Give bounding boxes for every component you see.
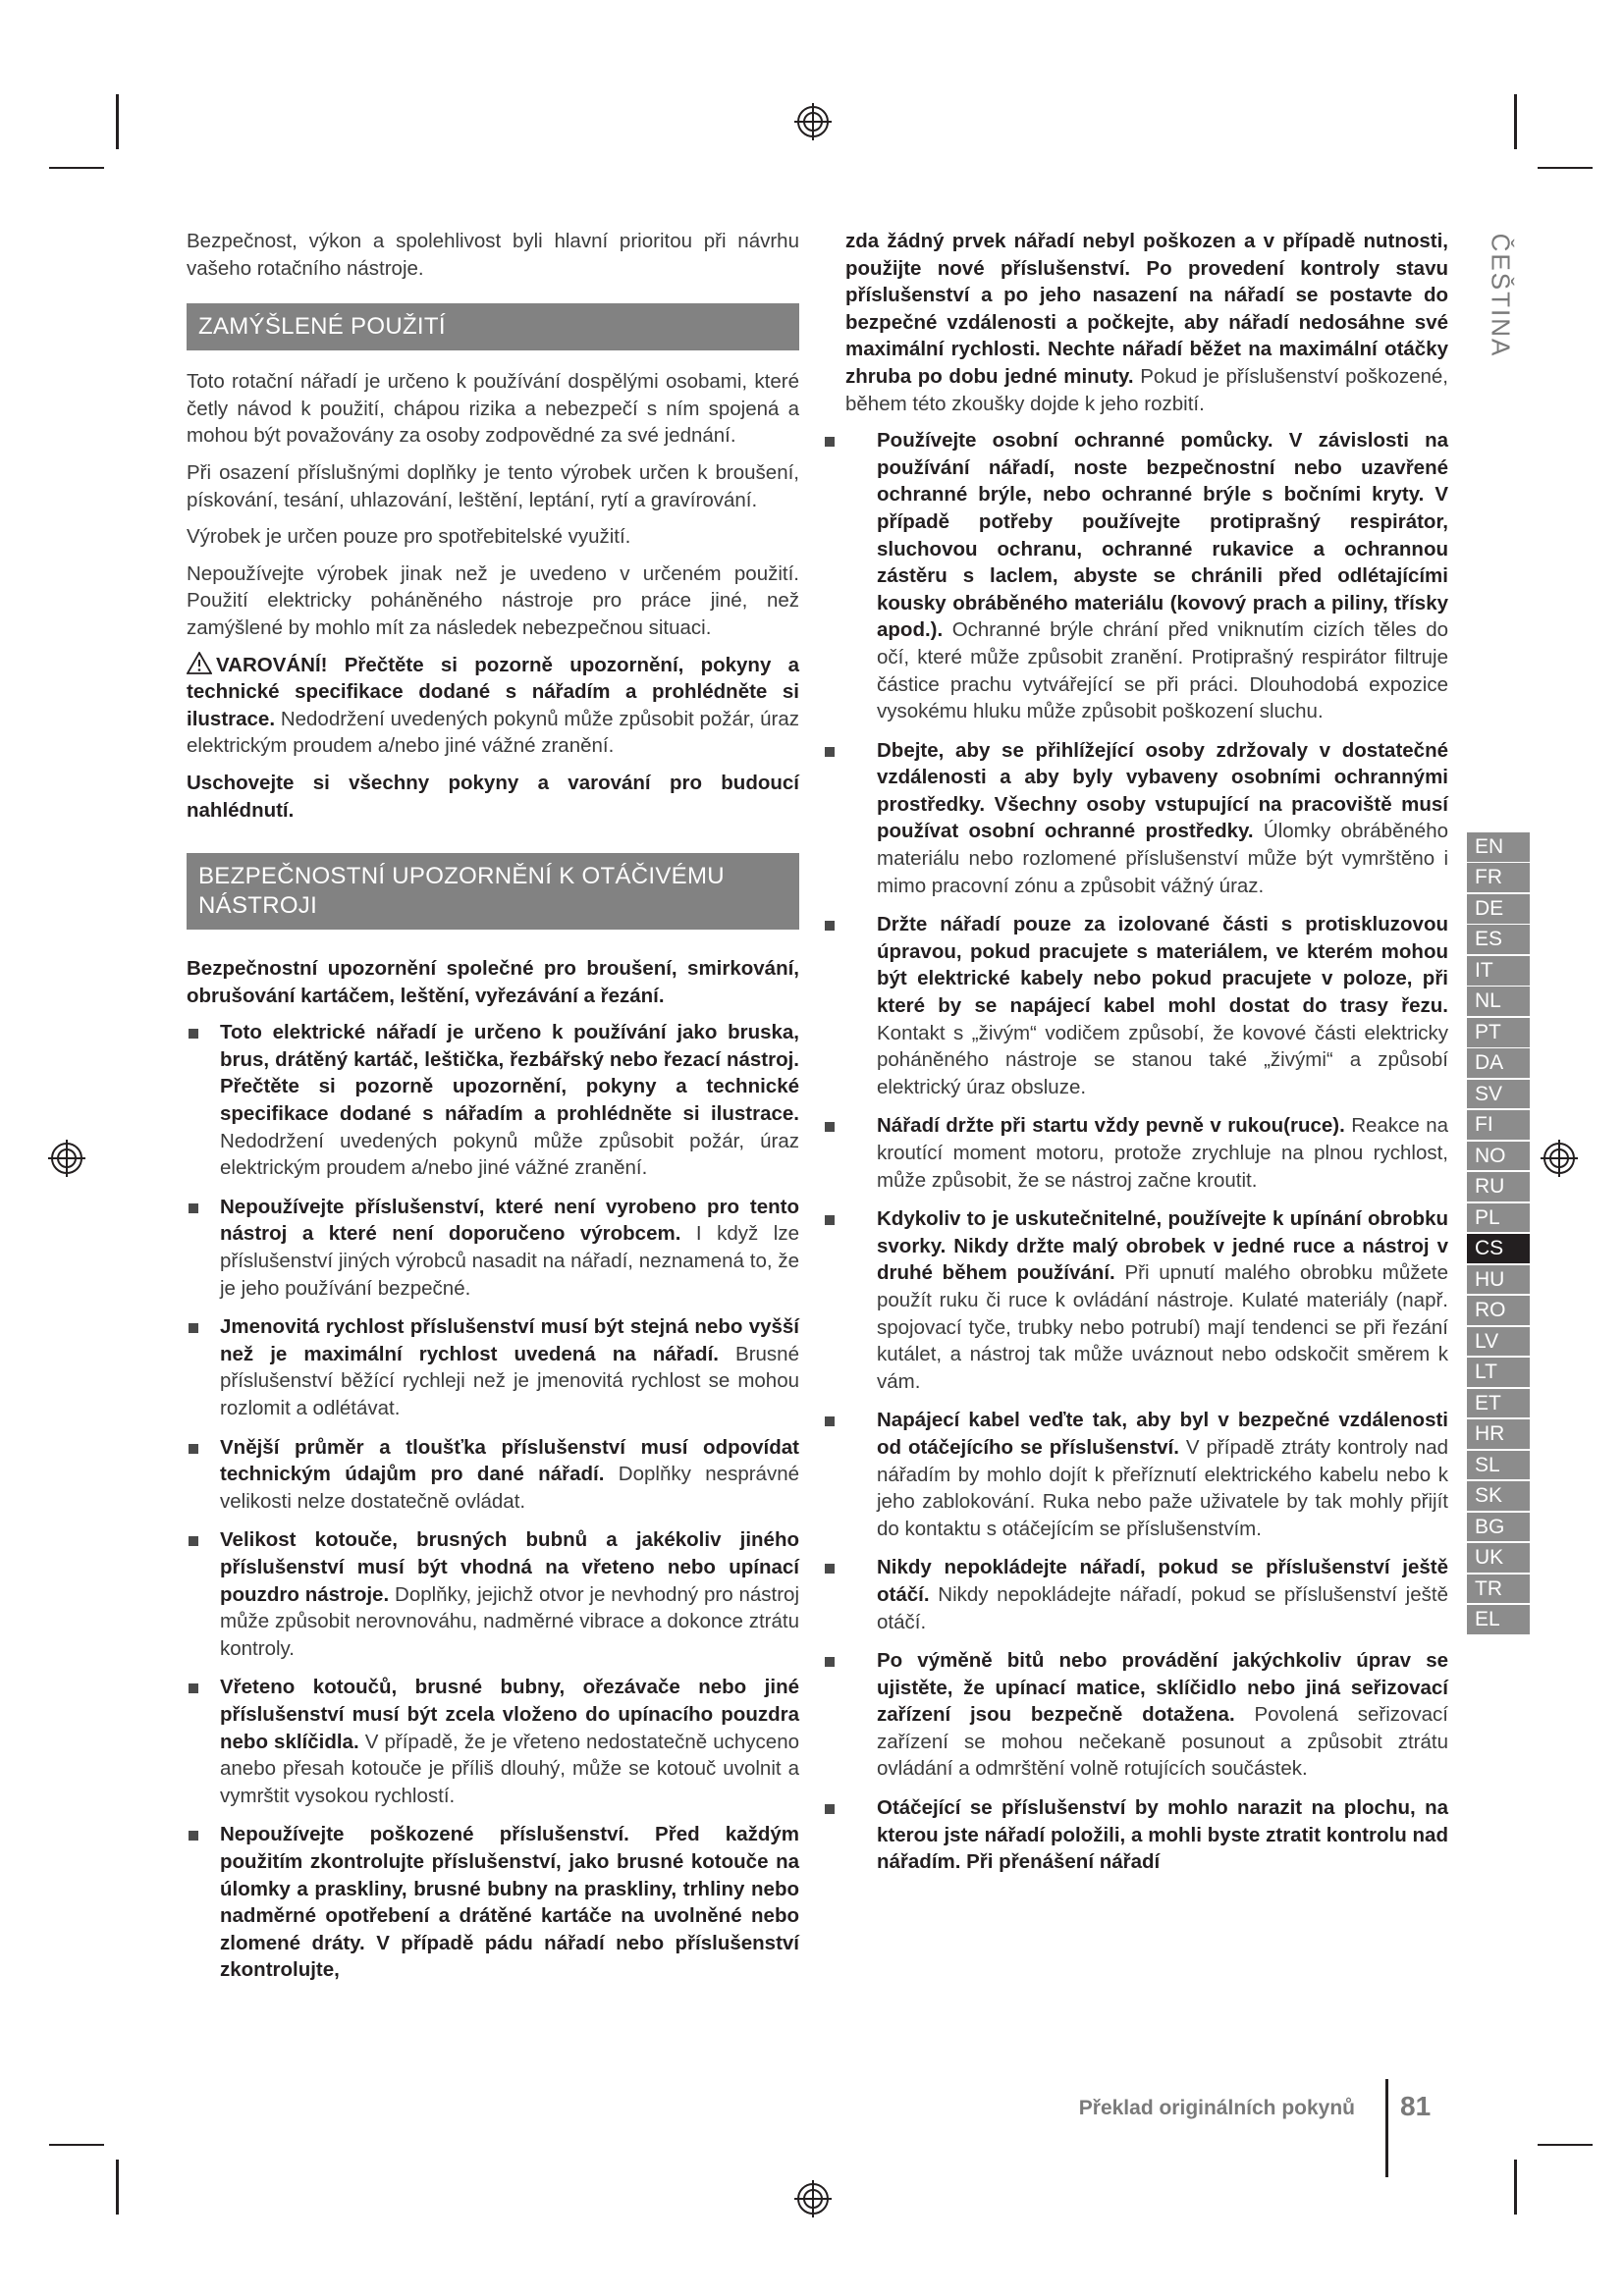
- language-tab-lt[interactable]: LT: [1467, 1358, 1530, 1387]
- list-item-text: Doplňky nesprávné velikosti nelze dostatečně ovládat.: [220, 1463, 800, 1513]
- language-tab-ro[interactable]: RO: [1467, 1296, 1530, 1325]
- keep-instructions-text: Uschovejte si všechny pokyny a varování pro budoucí nahlédnutí.: [187, 771, 799, 822]
- language-tab-de[interactable]: DE: [1467, 894, 1530, 924]
- list-item-text: Ochranné brýle chrání před vniknutím cizích těles do očí, které může způsobit zranění. Protiprašný respirátor filtruje částice prachu vytvářející se při práci. Dlouhodobá expozice vysokému hluku může způsobit poškození sluchu.: [877, 618, 1448, 723]
- list-item-text: V případě, že je vřeteno nedostatečně uchyceno anebo přesah kotouče je příliš dlouhý, může se kotouč uvolnit a vymrštit vysokou rychlostí.: [220, 1730, 799, 1807]
- language-tab-da[interactable]: DA: [1467, 1048, 1530, 1078]
- list-item: [845, 1112, 1448, 1194]
- language-tab-hu[interactable]: HU: [1467, 1265, 1530, 1295]
- registration-mark-icon: [1540, 1139, 1579, 1178]
- registration-mark-icon: [47, 1139, 86, 1178]
- language-tab-lv[interactable]: LV: [1467, 1327, 1530, 1357]
- warning-paragraph: [187, 652, 799, 760]
- intended-use-paragraph: Nepoužívejte výrobek jinak než je uvedeno v určeném použití. Použití elektricky poháněného nástroje pro práce jiné, než zamýšlené by mohlo mít za následek nebezpečnou situaci.: [187, 561, 799, 639]
- list-item-bold: Vnější průměr a tloušťka příslušenství musí odpovídat technickým údajům pro dané nářadí.: [220, 1435, 799, 1486]
- footer-divider: [1385, 2079, 1388, 2177]
- list-item-bold: Po výměně bitů nebo provádění jakýchkoliv úprav se ujistěte, že upínací matice, sklíčidlo nebo jiná seřizovací zařízení jsou bezpečně dotažena.: [877, 1649, 1448, 1727]
- list-item: [845, 1205, 1448, 1395]
- list-item-bold: Nářadí držte při startu vždy pevně v rukou(ruce).: [877, 1114, 1345, 1138]
- language-tab-fi[interactable]: FI: [1467, 1110, 1530, 1140]
- language-tab-pl[interactable]: PL: [1467, 1203, 1530, 1233]
- language-tab-cs[interactable]: CS: [1467, 1234, 1530, 1263]
- crop-mark: [49, 167, 104, 169]
- language-tab-ru[interactable]: RU: [1467, 1172, 1530, 1201]
- language-side-title-text: ČEŠTINA: [1486, 233, 1516, 358]
- safety-list-left: [187, 1019, 799, 1984]
- list-item: [187, 1526, 799, 1662]
- language-tab-uk[interactable]: UK: [1467, 1543, 1530, 1573]
- left-column: [187, 228, 799, 1996]
- section-heading-safety-warnings: BEZPEČNOSTNÍ UPOZORNĚNÍ K OTÁČIVÉMU NÁSTROJI: [187, 853, 799, 930]
- footer-text: Překlad originálních pokynů: [1078, 2097, 1355, 2119]
- list-item-bold: Napájecí kabel veďte tak, aby byl v bezpečné vzdálenosti od otáčejícího se příslušenství.: [877, 1409, 1448, 1459]
- list-item-text: Brusné příslušenství běžící rychleji než je jmenovitá rychlost se mohou rozlomit a odlétávat.: [220, 1342, 799, 1419]
- list-item-bold: Dbejte, aby se přihlížející osoby zdržovaly v dostatečné vzdálenosti a aby byly vybaveny osobními ochrannými prostředky. Všechny osoby vstupující na pracoviště musí používat osobní ochranné prostředky.: [877, 738, 1448, 843]
- crop-mark: [116, 94, 119, 149]
- list-item-text: V případě ztráty kontroly nad nářadím by mohlo dojít k přeříznutí elektrického kabelu nebo k jeho zablokování. Ruka nebo paže uživatele by tak mohly přijít do kontaktu s otáčejícím se příslušenstvím.: [877, 1435, 1449, 1540]
- warning-triangle-icon: [187, 652, 212, 674]
- language-tab-tr[interactable]: TR: [1467, 1575, 1530, 1604]
- crop-mark: [49, 2144, 104, 2146]
- intended-use-paragraph: Výrobek je určen pouze pro spotřebitelské využití.: [187, 525, 631, 549]
- list-item-text: I když lze příslušenství jiných výrobců nasadit na nářadí, neznamená to, že je jeho používání bezpečné.: [220, 1222, 799, 1300]
- continued-text: Pokud je příslušenství poškozené, během této zkoušky dojde k jeho rozbití.: [845, 364, 1448, 415]
- list-item-bold: Jmenovitá rychlost příslušenství musí být stejná nebo vyšší než je maximální rychlost uvedená na nářadí.: [220, 1315, 799, 1365]
- list-item-text: Nikdy nepokládejte nářadí, pokud se příslušenství ještě otáčí.: [877, 1582, 1448, 1633]
- list-item-bold: Používejte osobní ochranné pomůcky. V závislosti na používání nářadí, noste bezpečnostní nebo uzavřené ochranné brýle, nebo ochranné brýle s bočními kryty. V případě potřeby používejte protiprašný respirátor, sluchovou ochranu, ochranné rukavice a ochrannou zástěru s laclem, abyste se chránili před odlétajícími kousky obráběného materiálu (kovový prach a piliny, třísky apod.).: [877, 429, 1448, 642]
- list-item: [187, 1194, 799, 1302]
- list-item-text: Nedodržení uvedených pokynů může způsobit požár, úraz elektrickým proudem a/nebo jiné vážné zranění.: [220, 1129, 799, 1180]
- language-tab-bg[interactable]: BG: [1467, 1513, 1530, 1542]
- list-item: [845, 737, 1448, 900]
- list-item: [845, 1647, 1448, 1783]
- warning-text: Nedodržení uvedených pokynů může způsobit požár, úraz elektrickým proudem a/nebo jiné vážné zranění.: [187, 707, 799, 758]
- language-tab-no[interactable]: NO: [1467, 1142, 1530, 1171]
- crop-mark: [1538, 2144, 1593, 2146]
- crop-mark: [1514, 94, 1517, 149]
- list-item-bold: Velikost kotouče, brusných bubnů a jakékoliv jiného příslušenství musí být vhodná na vřeteno nebo upínací pouzdro nástroje.: [220, 1528, 799, 1606]
- language-tab-it[interactable]: IT: [1467, 956, 1530, 986]
- list-item: [187, 1674, 799, 1809]
- section-heading-intended-use: ZAMÝŠLENÉ POUŽITÍ: [187, 303, 799, 350]
- warning-bold-text: VAROVÁNÍ! Přečtěte si pozorně upozornění, pokyny a technické specifikace dodané s nářadím a prohlédněte si ilustrace.: [187, 653, 799, 730]
- list-item-bold: Nepoužívejte poškozené příslušenství. Před každým použitím zkontrolujte příslušenství, jako brusné kotouče na úlomky a praskliny, brusné bubny na praskliny, trhliny nebo nadměrné opotřebení a drátěné kartáče na uvolněné nebo zlomené dráty. V případě pádu nářadí nebo příslušenství zkontrolujte,: [220, 1823, 799, 1982]
- language-side-title: [1483, 232, 1518, 359]
- continued-paragraph: [845, 228, 1448, 417]
- language-tab-et[interactable]: ET: [1467, 1389, 1530, 1418]
- language-tab-sk[interactable]: SK: [1467, 1481, 1530, 1511]
- list-item-bold: Otáčející se příslušenství by mohlo narazit na plochu, na kterou jste nářadí položili, a mohli byste ztratit kontrolu nad nářadím. Při přenášení nářadí: [877, 1796, 1448, 1874]
- language-index: [1467, 832, 1530, 1636]
- language-tab-fr[interactable]: FR: [1467, 863, 1530, 892]
- safety-list-right: [845, 427, 1448, 1876]
- language-tab-el[interactable]: EL: [1467, 1605, 1530, 1634]
- list-item-text: Doplňky, jejichž otvor je nevhodný pro nástroj může způsobit nerovnováhu, nadměrné vibrace a dokonce ztrátu kontroly.: [220, 1582, 799, 1660]
- list-item-bold: Toto elektrické nářadí je určeno k používání jako bruska, brus, drátěný kartáč, leštička, řezbářský nebo řezací nástroj. Přečtěte si pozorně upozornění, pokyny a technické specifikace dodané s nářadím a prohlédněte si ilustrace.: [220, 1021, 799, 1126]
- list-item-text: Kontakt s „živým“ vodičem způsobí, že kovové části elektricky poháněného nástroje se stanou také „živými“ a způsobí elektrický úraz obsluze.: [877, 1021, 1448, 1098]
- list-item: [187, 1313, 799, 1421]
- list-item: [845, 911, 1448, 1100]
- page-number: 81: [1400, 2091, 1432, 2121]
- language-tab-hr[interactable]: HR: [1467, 1419, 1530, 1449]
- list-item: [187, 1434, 799, 1516]
- list-item: [187, 1019, 799, 1182]
- list-item-bold: Kdykoliv to je uskutečnitelné, používejte k upínání obrobku svorky. Nikdy držte malý obrobek v jedné ruce a nástroj v druhé během používání.: [877, 1207, 1448, 1285]
- crop-mark: [1538, 167, 1593, 169]
- list-item: [845, 427, 1448, 725]
- continued-bold-text: zda žádný prvek nářadí nebyl poškozen a v případě nutnosti, použijte nové příslušenství. Po provedení kontroly stavu příslušenství a po jeho nasazení na nářadí se postavte do bezpečné vzdálenosti a počkejte, aby nářadí nedosáhne své maximální rychlosti. Nechte nářadí běžet na maximální otáčky zhruba po dobu jedné minuty.: [845, 230, 1448, 388]
- keep-instructions: [187, 770, 799, 824]
- language-tab-nl[interactable]: NL: [1467, 987, 1530, 1016]
- common-warnings-text: Bezpečnostní upozornění společné pro broušení, smirkování, obrušování kartáčem, leštění, vyřezávání a řezání.: [187, 957, 799, 1007]
- language-tab-es[interactable]: ES: [1467, 925, 1530, 954]
- registration-mark-icon: [793, 102, 833, 141]
- list-item: [187, 1821, 799, 1984]
- list-item-text: Povolená seřizovací zařízení se mohou nečekaně posunout a způsobit ztrátu ovládání a odmrštění volně rotujících součástek.: [877, 1703, 1449, 1781]
- intended-use-paragraph: Při osazení příslušnými doplňky je tento výrobek určen k broušení, pískování, tesání, uhlazování, leštění, leptání, rytí a gravírování.: [187, 460, 799, 511]
- language-tab-sl[interactable]: SL: [1467, 1451, 1530, 1480]
- common-warnings-intro: [187, 955, 799, 1009]
- language-tab-en[interactable]: EN: [1467, 832, 1530, 862]
- list-item: [845, 1554, 1448, 1635]
- language-tab-pt[interactable]: PT: [1467, 1018, 1530, 1047]
- list-item: [845, 1407, 1448, 1542]
- list-item-text: Reakce na kroutící moment motoru, protože zrychluje na plnou rychlost, může způsobit, že se nástroj začne kroutit.: [877, 1114, 1448, 1192]
- language-tab-sv[interactable]: SV: [1467, 1080, 1530, 1109]
- intro-paragraph: Bezpečnost, výkon a spolehlivost byli hlavní prioritou při návrhu vašeho rotačního nástroje.: [187, 230, 799, 280]
- list-item-bold: Vřeteno kotoučů, brusné bubny, ořezávače nebo jiné příslušenství musí být zcela vloženo do upínacího pouzdra nebo sklíčidla.: [220, 1676, 799, 1753]
- right-column: [845, 228, 1448, 1888]
- list-item-bold: Nepoužívejte příslušenství, které není vyrobeno pro tento nástroj a které není doporučeno výrobcem.: [220, 1195, 799, 1246]
- footer: [1060, 2091, 1355, 2130]
- list-item-bold: Držte nářadí pouze za izolované části s protiskluzovou úpravou, pokud pracujete s materiálem, ve kterém mohou být elektrické kabely nebo pokud pracujete v poloze, při které by se napájecí kabel mohl dostat do trasy řezu.: [877, 913, 1448, 1018]
- list-item-text: Úlomky obráběného materiálu nebo rozlomené příslušenství může být vymrštěno i mimo pracovní zónu a způsobit vážný úraz.: [877, 820, 1448, 897]
- list-item-text: Při upnutí malého obrobku můžete použít ruku či ruce k ovládání nástroje. Kulaté materiály (např. spojovací tyče, trubky nebo potrubí) mají tendenci se při řezání kutálet, a nástroj tak může uváznout nebo odskočit směrem k vám.: [877, 1261, 1449, 1393]
- list-item: [845, 1794, 1448, 1876]
- list-item-bold: Nikdy nepokládejte nářadí, pokud se příslušenství ještě otáčí.: [877, 1556, 1448, 1606]
- registration-mark-icon: [793, 2179, 833, 2218]
- crop-mark: [116, 2160, 119, 2215]
- crop-mark: [1514, 2160, 1517, 2215]
- intended-use-paragraph: Toto rotační nářadí je určeno k používání dospělými osobami, které četly návod k použití, chápou rizika a nebezpečí s ním spojená a mohou být považovány za osoby zodpovědné za své jednání.: [187, 370, 799, 448]
